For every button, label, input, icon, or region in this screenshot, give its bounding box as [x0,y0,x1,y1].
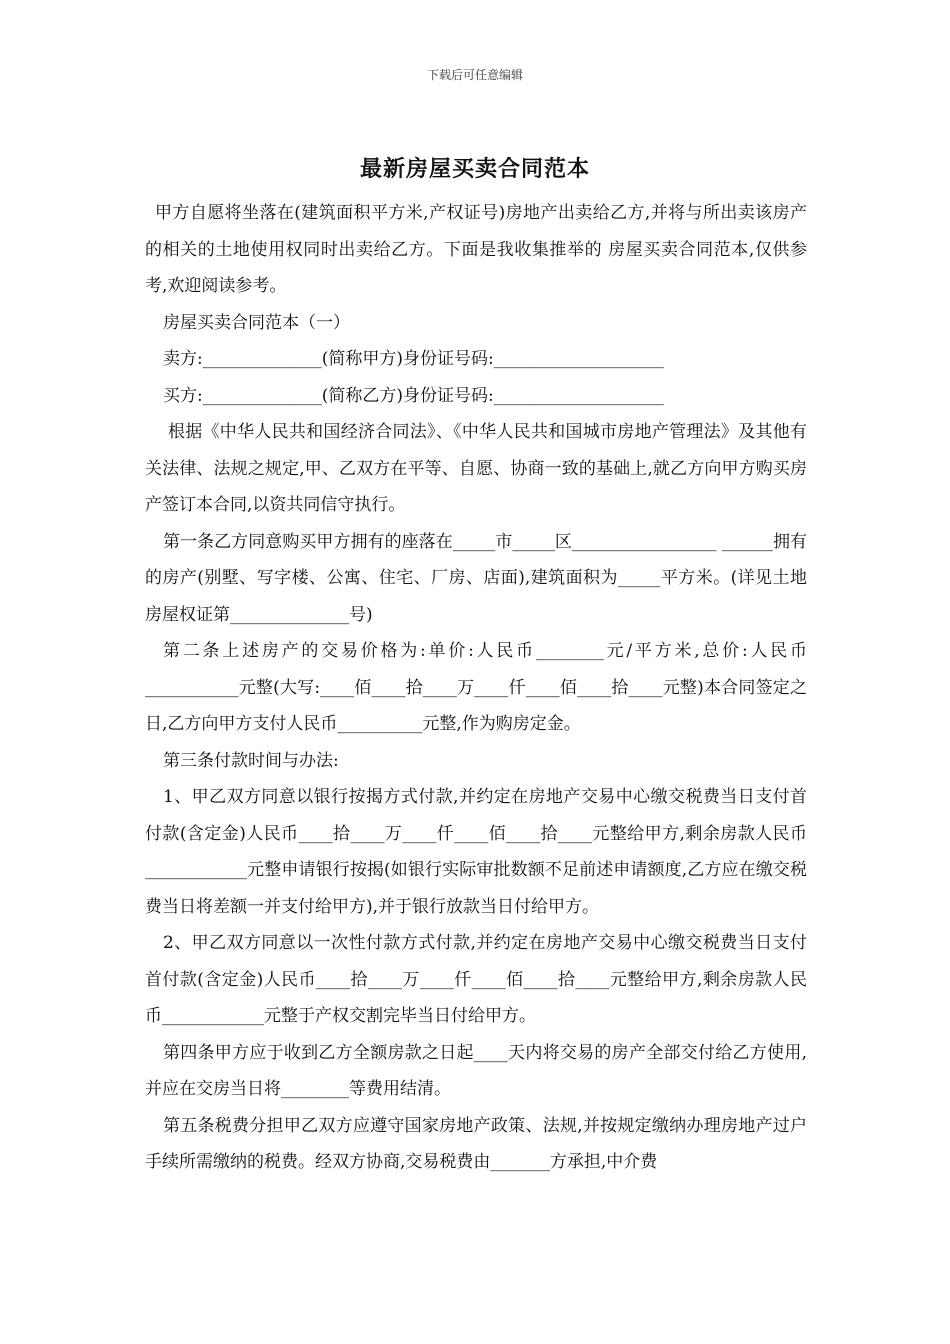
article-1: 第一条乙方同意购买甲方拥有的座落在_____市_____区_________________ ______拥有的房产(别墅、写字楼、公寓、住宅、厂房、店面),建筑面积为_____平方米。(详见土地房屋权证第______________号) [145,531,807,625]
header-note: 下载后可任意编辑 [426,68,523,82]
article-5: 第五条税费分担甲乙双方应遵守国家房地产政策、法规,并按规定缴纳办理房地产过户手续所需缴纳的税费。经双方协商,交易税费由_______方承担,中介费 [145,1115,807,1172]
article-2: 第二条上述房产的交易价格为:单价:人民币________元/平方米,总价:人民币___________元整(大写:____佰____拾____万____仟____佰____拾____元整)本合同签定之日,乙方向甲方支付人民币__________元整,作为购房定金。 [145,641,807,734]
intro-paragraph: 甲方自愿将坐落在(建筑面积平方米,产权证号)房地产出卖给乙方,并将与所出卖该房产的相关的土地使用权同时出卖给乙方。下面是我收集推举的 房屋买卖合同范本,仅供参考,欢迎阅读参考。 [145,203,807,296]
section-heading-contract-one: 房屋买卖合同范本（一） [163,312,350,333]
document-body [145,195,807,1181]
article-3-clause-2: 2、甲乙双方同意以一次性付款方式付款,并约定在房地产交易中心缴交税费当日支付首付款(含定金)人民币____拾____万____仟____佰____拾____元整给甲方,剩余房款人民币____________元整于产权交割完毕当日付给甲方。 [145,933,807,1026]
article-3-heading: 第三条付款时间与办法: [163,750,339,771]
document-title: 最新房屋买卖合同范本 [359,156,590,182]
article-4: 第四条甲方应于收到乙方全额房款之日起____天内将交易的房产全部交付给乙方使用,并应在交房当日将________等费用结清。 [145,1042,807,1099]
legal-basis-paragraph: 根据《中华人民共和国经济合同法》、《中华人民共和国城市房地产管理法》及其他有关法律、法规之规定,甲、乙双方在平等、自愿、协商一致的基础上,就乙方向甲方购买房产签订本合同,以资共同信守执行。 [145,422,807,515]
article-3-clause-1: 1、甲乙双方同意以银行按揭方式付款,并约定在房地产交易中心缴交税费当日支付首付款(含定金)人民币____拾____万____仟____佰____拾____元整给甲方,剩余房款人民币____________元整申请银行按揭(如银行实际审批数额不足前述申请额度,乙方应在缴交税费当日将差额一并支付给甲方),并于银行放款当日付给甲方。 [145,787,807,917]
seller-line: 卖方:______________(简称甲方)身份证号码:____________________ [163,349,664,369]
buyer-line: 买方:______________(简称乙方)身份证号码:____________________ [163,385,664,406]
